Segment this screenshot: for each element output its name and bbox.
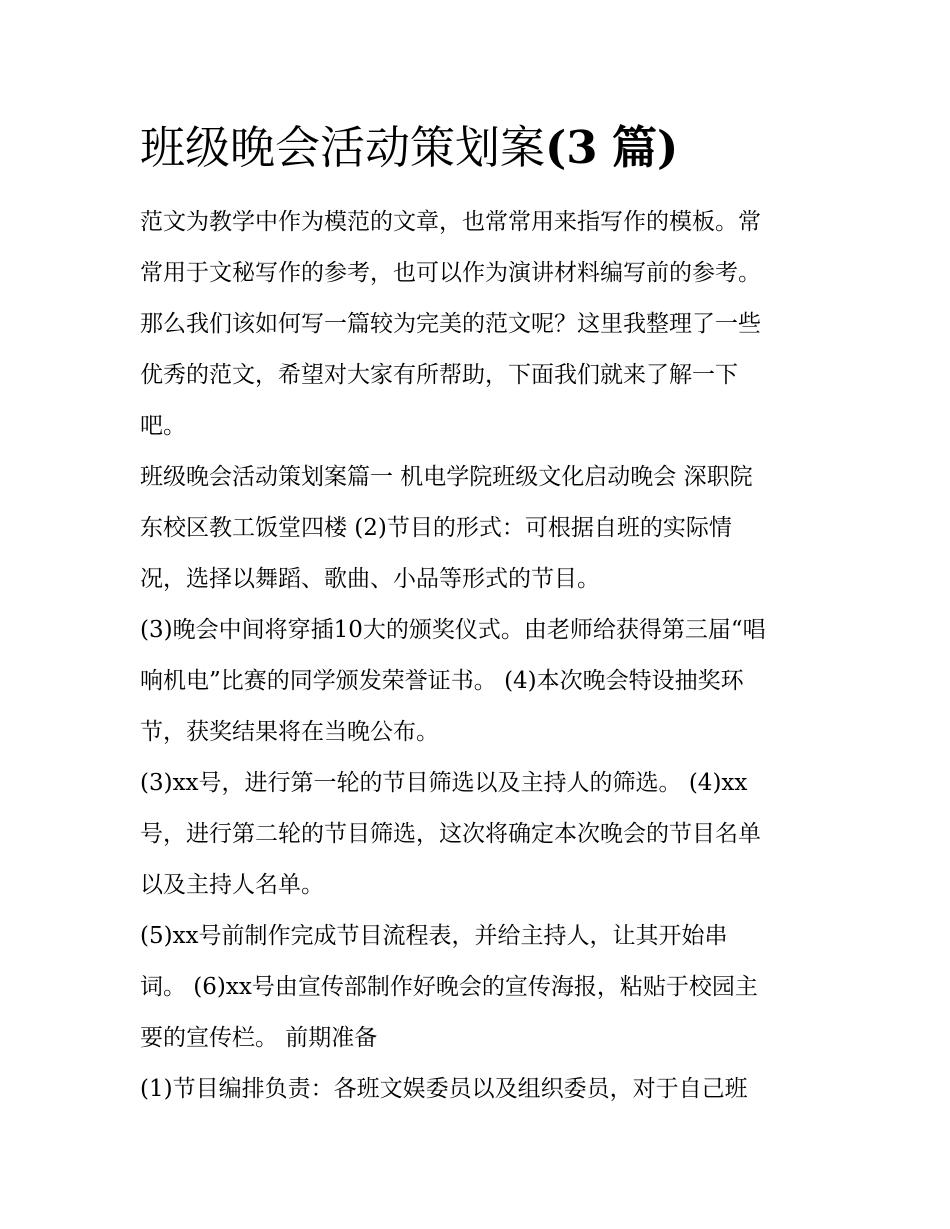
document-body (140, 197, 820, 1115)
body-line: 要的宣传栏。 前期准备 (140, 1025, 378, 1051)
body-line: 那么我们该如何写一篇较为完美的范文呢？这里我整理了一些 (140, 311, 761, 337)
body-line: 况，选择以舞蹈、歌曲、小品等形式的节目。 (140, 566, 600, 592)
body-line: 词。 (6)xx号由宣传部制作好晚会的宣传海报，粘贴于校园主 (140, 974, 758, 1000)
body-line: 范文为教学中作为模范的文章，也常常用来指写作的模板。常 (140, 209, 761, 235)
body-line: 常用于文秘写作的参考，也可以作为演讲材料编写前的参考。 (140, 260, 761, 286)
body-line: 东校区教工饭堂四楼 (2)节目的形式：可根据自班的实际情 (140, 515, 732, 541)
body-line: 响机电”比赛的同学颁发荣誉证书。 (4)本次晚会特设抽奖环 (140, 668, 744, 694)
body-line: (3)晚会中间将穿插10大的颁奖仪式。由老师给获得第三届“唱 (140, 617, 766, 643)
body-line: 班级晚会活动策划案篇一 机电学院班级文化启动晚会 深职院 (140, 464, 753, 490)
body-line: (1)节目编排负责：各班文娱委员以及组织委员，对于自己班 (140, 1076, 748, 1102)
title-main: 班级晚会活动策划案 (140, 121, 546, 174)
title-suffix: (3 (545, 121, 598, 174)
body-line: (5)xx号前制作完成节目流程表，并给主持人，让其开始串 (140, 923, 728, 949)
body-line: 吧。 (140, 413, 186, 439)
body-line: 优秀的范文，希望对大家有所帮助，下面我们就来了解一下 (140, 362, 738, 388)
body-line: (3)xx号，进行第一轮的节目筛选以及主持人的筛选。 (4)xx (140, 770, 748, 796)
title-end: 篇) (611, 121, 679, 174)
body-line: 节，获奖结果将在当晚公布。 (140, 719, 439, 745)
document-title (140, 118, 678, 178)
body-line: 以及主持人名单。 (140, 872, 324, 898)
body-line: 号，进行第二轮的节目筛选，这次将确定本次晚会的节目名单 (140, 821, 761, 847)
